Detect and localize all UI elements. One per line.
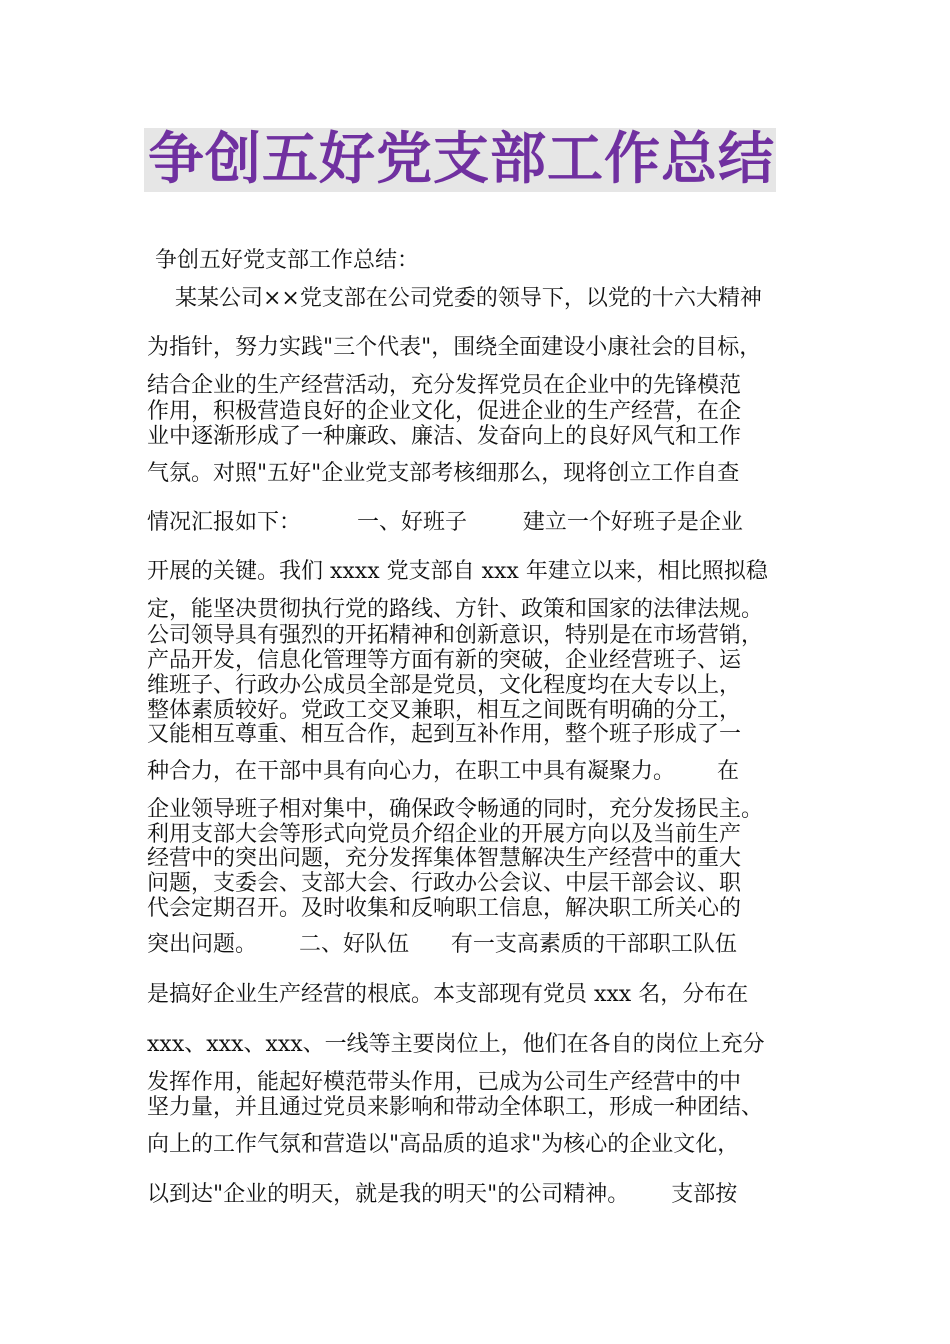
body-line: 又能相互尊重、相互合作，起到互补作用，整个班子形成了一 <box>147 722 742 747</box>
body-line: 代会定期召开。及时收集和反响职工信息，解决职工所关心的 <box>147 896 742 921</box>
body-line: 整体素质较好。党政工交叉兼职，相互之间既有明确的分工， <box>147 698 742 723</box>
body-line: 业中逐渐形成了一种廉政、廉洁、发奋向上的良好风气和工作 <box>147 424 742 449</box>
document-title: 争创五好党支部工作总结 <box>148 127 775 192</box>
body-line: xxx、xxx、xxx、一线等主要岗位上，他们在各自的岗位上充分 <box>147 1032 765 1057</box>
body-line: 问题，支委会、支部大会、行政办公会议、中层干部会议、职 <box>147 871 742 896</box>
body-line: 向上的工作气氛和营造以"高品质的追求"为核心的企业文化， <box>147 1132 740 1157</box>
body-line: 作用，积极营造良好的企业文化，促进企业的生产经营，在企 <box>147 399 742 424</box>
body-line: 产品开发，信息化管理等方面有新的突破，企业经营班子、运 <box>147 648 742 673</box>
body-line: 种合力，在干部中具有向心力，在职工中具有凝聚力。 在 <box>147 759 739 784</box>
body-line: 经营中的突出问题，充分发挥集体智慧解决生产经营中的重大 <box>147 846 742 871</box>
body-line: 维班子、行政办公成员全部是党员，文化程度均在大专以上， <box>147 673 742 698</box>
body-line: 企业领导班子相对集中，确保政令畅通的同时，充分发扬民主。 <box>147 797 764 822</box>
body-line: 某某公司××党支部在公司党委的领导下，以党的十六大精神 <box>147 286 762 311</box>
body-line: 定，能坚决贯彻执行党的路线、方针、政策和国家的法律法规。 <box>147 597 764 622</box>
body-line: 为指针，努力实践"三个代表"，围绕全面建设小康社会的目标， <box>147 335 762 360</box>
body-line: 争创五好党支部工作总结： <box>155 248 420 273</box>
body-line: 发挥作用，能起好模范带头作用，已成为公司生产经营中的中 <box>147 1070 742 1095</box>
body-line: 突出问题。 二、好队伍 有一支高素质的干部职工队伍 <box>147 932 737 957</box>
body-line: 是搞好企业生产经营的根底。本支部现有党员 xxx 名，分布在 <box>147 982 749 1007</box>
body-line: 情况汇报如下： 一、好班子 建立一个好班子是企业 <box>147 510 743 535</box>
body-line: 坚力量，并且通过党员来影响和带动全体职工，形成一种团结、 <box>147 1095 764 1120</box>
body-line: 以到达"企业的明天，就是我的明天"的公司精神。 支部按 <box>147 1182 738 1207</box>
body-line: 利用支部大会等形式向党员介绍企业的开展方向以及当前生产 <box>147 822 742 847</box>
body-line: 开展的关键。我们 xxxx 党支部自 xxx 年建立以来，相比照拟稳 <box>147 559 768 584</box>
body-line: 公司领导具有强烈的开拓精神和创新意识，特别是在市场营销， <box>147 623 764 648</box>
body-line: 结合企业的生产经营活动，充分发挥党员在企业中的先锋模范 <box>147 373 742 398</box>
body-line: 气氛。对照"五好"企业党支部考核细那么，现将创立工作自查 <box>147 461 740 486</box>
